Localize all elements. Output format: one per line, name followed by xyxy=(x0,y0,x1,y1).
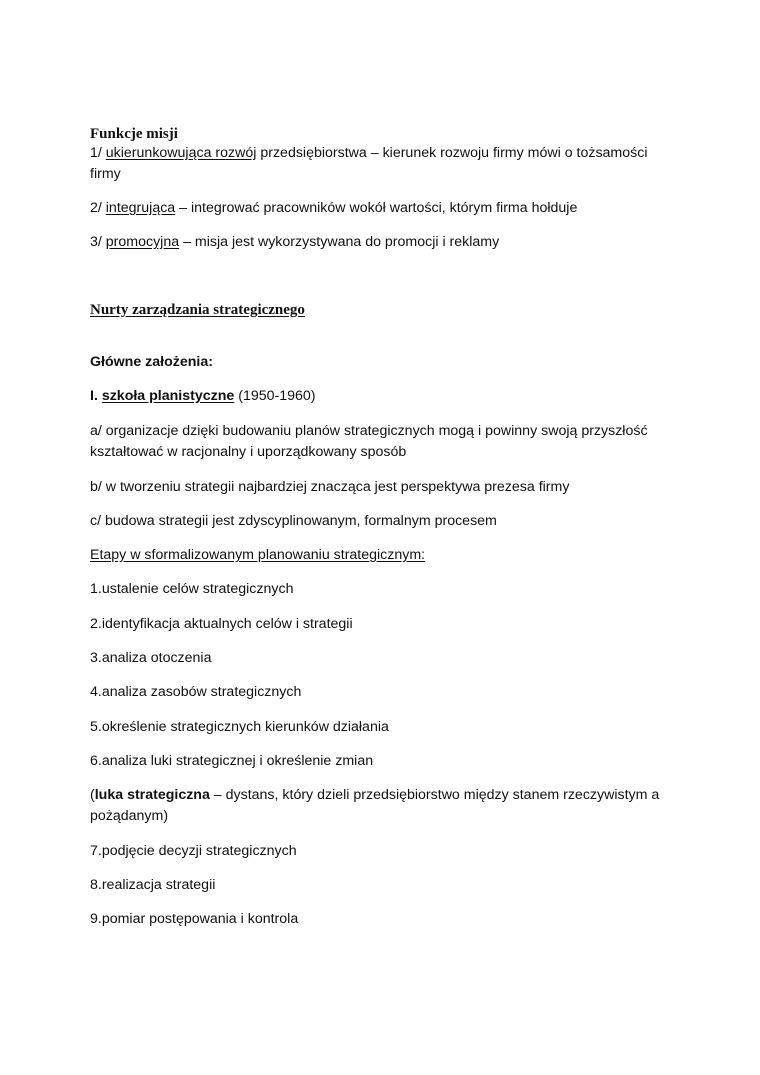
mission-item-1 xyxy=(90,142,647,164)
strategic-gap-continuation: pożądanym) xyxy=(90,808,169,824)
item-number: 2/ xyxy=(90,200,106,216)
school-period: (1950-1960) xyxy=(234,388,316,404)
school-number: I. xyxy=(90,388,102,404)
section-heading-mission-functions: Funkcje misji xyxy=(90,126,178,142)
school-name: szkoła planistyczne xyxy=(101,388,235,404)
assumption-a: a/ organizacje dzięki budowaniu planów strategicznych mogą i powinny swoją przyszłość xyxy=(90,423,648,439)
item-text: – misja jest wykorzystywana do promocji i reklamy xyxy=(179,234,500,250)
item-term: ukierunkowująca rozwój xyxy=(105,145,257,161)
item-text: przedsiębiorstwa – kierunek rozwoju firmy mówi o tożsamości xyxy=(256,145,648,161)
gap-text: – dystans, który dzieli przedsiębiorstwo między stanem rzeczywistym a xyxy=(209,787,660,803)
stages-heading: Etapy w sformalizowanym planowaniu strategicznym: xyxy=(90,547,426,563)
item-number: 3/ xyxy=(90,234,106,250)
mission-item-2 xyxy=(90,197,577,219)
item-number: 1/ xyxy=(90,145,106,161)
assumption-c: c/ budowa strategii jest zdyscyplinowanym, formalnym procesem xyxy=(90,513,497,529)
item-term: promocyjna xyxy=(105,234,180,250)
assumption-b: b/ w tworzeniu strategii najbardziej znacząca jest perspektywa prezesa firmy xyxy=(90,479,570,495)
stage-item: 9.pomiar postępowania i kontrola xyxy=(90,911,299,927)
gap-paren: ( xyxy=(90,787,95,803)
stage-item: 2.identyfikacja aktualnych celów i strategii xyxy=(90,616,353,632)
strategic-gap-definition xyxy=(90,784,659,806)
stage-item: 7.podjęcie decyzji strategicznych xyxy=(90,843,297,859)
item-text: – integrować pracowników wokół wartości, którym firma hołduje xyxy=(175,200,578,216)
mission-item-3 xyxy=(90,231,499,253)
item-term: integrująca xyxy=(105,200,176,216)
subheading-main-assumptions: Główne założenia: xyxy=(90,354,213,370)
stage-item: 3.analiza otoczenia xyxy=(90,650,212,666)
assumption-a-continuation: kształtować w racjonalny i uporządkowany sposób xyxy=(90,444,407,460)
stage-item: 4.analiza zasobów strategicznych xyxy=(90,684,302,700)
gap-term: luka strategiczna xyxy=(94,787,210,803)
stage-item: 5.określenie strategicznych kierunków działania xyxy=(90,719,389,735)
section-heading-strategic-management: Nurty zarządzania strategicznego xyxy=(90,302,305,318)
stage-item: 6.analiza luki strategicznej i określenie zmian xyxy=(90,753,374,769)
stage-item: 8.realizacja strategii xyxy=(90,877,216,893)
school-heading xyxy=(90,385,316,407)
mission-item-1-continuation: firmy xyxy=(90,166,121,182)
stage-item: 1.ustalenie celów strategicznych xyxy=(90,581,294,597)
